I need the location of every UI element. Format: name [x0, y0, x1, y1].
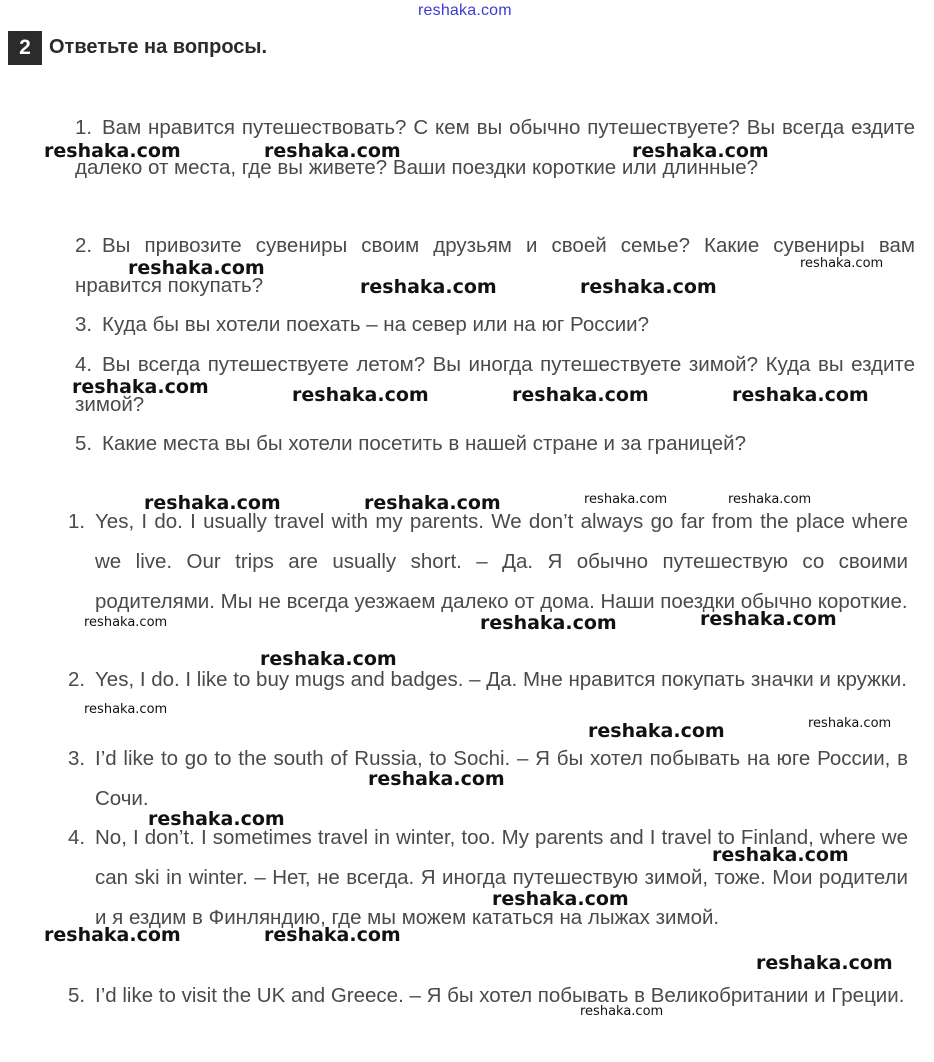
watermark: reshaka.com — [492, 888, 629, 910]
watermark: reshaka.com — [84, 702, 168, 717]
watermark: reshaka.com — [44, 140, 181, 162]
question-text: Вы всегда путешествуете летом? Вы иногда путешествуете зимой? Куда вы ездите зимой? — [75, 353, 915, 416]
watermark: reshaka.com — [732, 384, 869, 406]
answer-number: 3. — [68, 747, 86, 770]
answer-number: 4. — [68, 826, 86, 849]
watermark: reshaka.com — [364, 492, 501, 514]
watermark: reshaka.com — [72, 376, 209, 398]
watermark: reshaka.com — [148, 808, 285, 830]
watermark: reshaka.com — [808, 716, 892, 731]
question-number: 5. — [75, 432, 93, 455]
answer-5 — [68, 976, 908, 1016]
watermark: reshaka.com — [144, 492, 281, 514]
question-text: Вам нравится путешествовать? С кем вы обычно путешествуете? Вы всегда ездите далеко от места, где вы живете? Ваши поездки короткие или длинные? — [75, 116, 915, 179]
watermark: reshaka.com — [728, 492, 812, 507]
task-title: Ответьте на вопросы. — [49, 36, 268, 58]
question-number: 4. — [75, 353, 93, 376]
watermark: reshaka.com — [292, 384, 429, 406]
answer-text: I’d like to visit the UK and Greece. – Я бы хотел побывать в Великобритании и Греции. — [95, 984, 905, 1007]
watermark: reshaka.com — [756, 952, 893, 974]
answer-2 — [68, 660, 908, 700]
answer-text: Yes, I do. I like to buy mugs and badges. – Да. Мне нравится покупать значки и кружки. — [95, 668, 907, 691]
question-text: Куда бы вы хотели поехать – на север или на юг России? — [102, 313, 650, 336]
watermark: reshaka.com — [580, 276, 717, 298]
watermark: reshaka.com — [260, 648, 397, 670]
answer-4 — [68, 818, 908, 938]
answer-number: 1. — [68, 510, 86, 533]
answer-number: 5. — [68, 984, 86, 1007]
answer-text: I’d like to go to the south of Russia, to Sochi. – Я бы хотел побывать на юге России, в Сочи. — [95, 747, 908, 810]
watermark: reshaka.com — [712, 844, 849, 866]
question-number: 2. — [75, 234, 93, 257]
answer-text: Yes, I do. I usually travel with my parents. We don’t always go far from the place where we live. Our trips are usually short. – Да. Я обычно путешествую со своими родителями. Мы не всегда уезжаем далеко от дома. Наши поездки обычно короткие. — [95, 510, 908, 613]
question-number: 3. — [75, 313, 93, 336]
watermark: reshaka.com — [368, 768, 505, 790]
site-header-link[interactable]: reshaka.com — [418, 2, 512, 19]
question-5 — [75, 424, 915, 464]
question-3 — [75, 305, 915, 345]
watermark: reshaka.com — [128, 257, 265, 279]
question-text: Какие места вы бы хотели посетить в нашей стране и за границей? — [102, 432, 747, 455]
watermark: reshaka.com — [480, 612, 617, 634]
task-number-badge: 2 — [8, 31, 42, 65]
question-1 — [75, 108, 915, 188]
watermark: reshaka.com — [44, 924, 181, 946]
watermark: reshaka.com — [84, 615, 168, 630]
watermark: reshaka.com — [580, 1004, 664, 1019]
answer-text: No, I don’t. I sometimes travel in winter, too. My parents and I travel to Finland, where we can ski in winter. – Нет, не всегда. Я иногда путешествую зимой, тоже. Мои родители и я ездим в Финляндию, где мы можем кататься на лыжах зимой. — [95, 826, 908, 929]
answer-1 — [68, 502, 908, 622]
question-text: Вы привозите сувениры своим друзьям и своей семье? Какие сувениры вам нравится покупать? — [75, 234, 915, 297]
watermark: reshaka.com — [588, 720, 725, 742]
watermark: reshaka.com — [700, 608, 837, 630]
watermark: reshaka.com — [360, 276, 497, 298]
answer-number: 2. — [68, 668, 86, 691]
watermark: reshaka.com — [800, 256, 884, 271]
watermark: reshaka.com — [264, 140, 401, 162]
watermark: reshaka.com — [264, 924, 401, 946]
watermark: reshaka.com — [512, 384, 649, 406]
watermark: reshaka.com — [632, 140, 769, 162]
watermark: reshaka.com — [584, 492, 668, 507]
question-number: 1. — [75, 116, 93, 139]
